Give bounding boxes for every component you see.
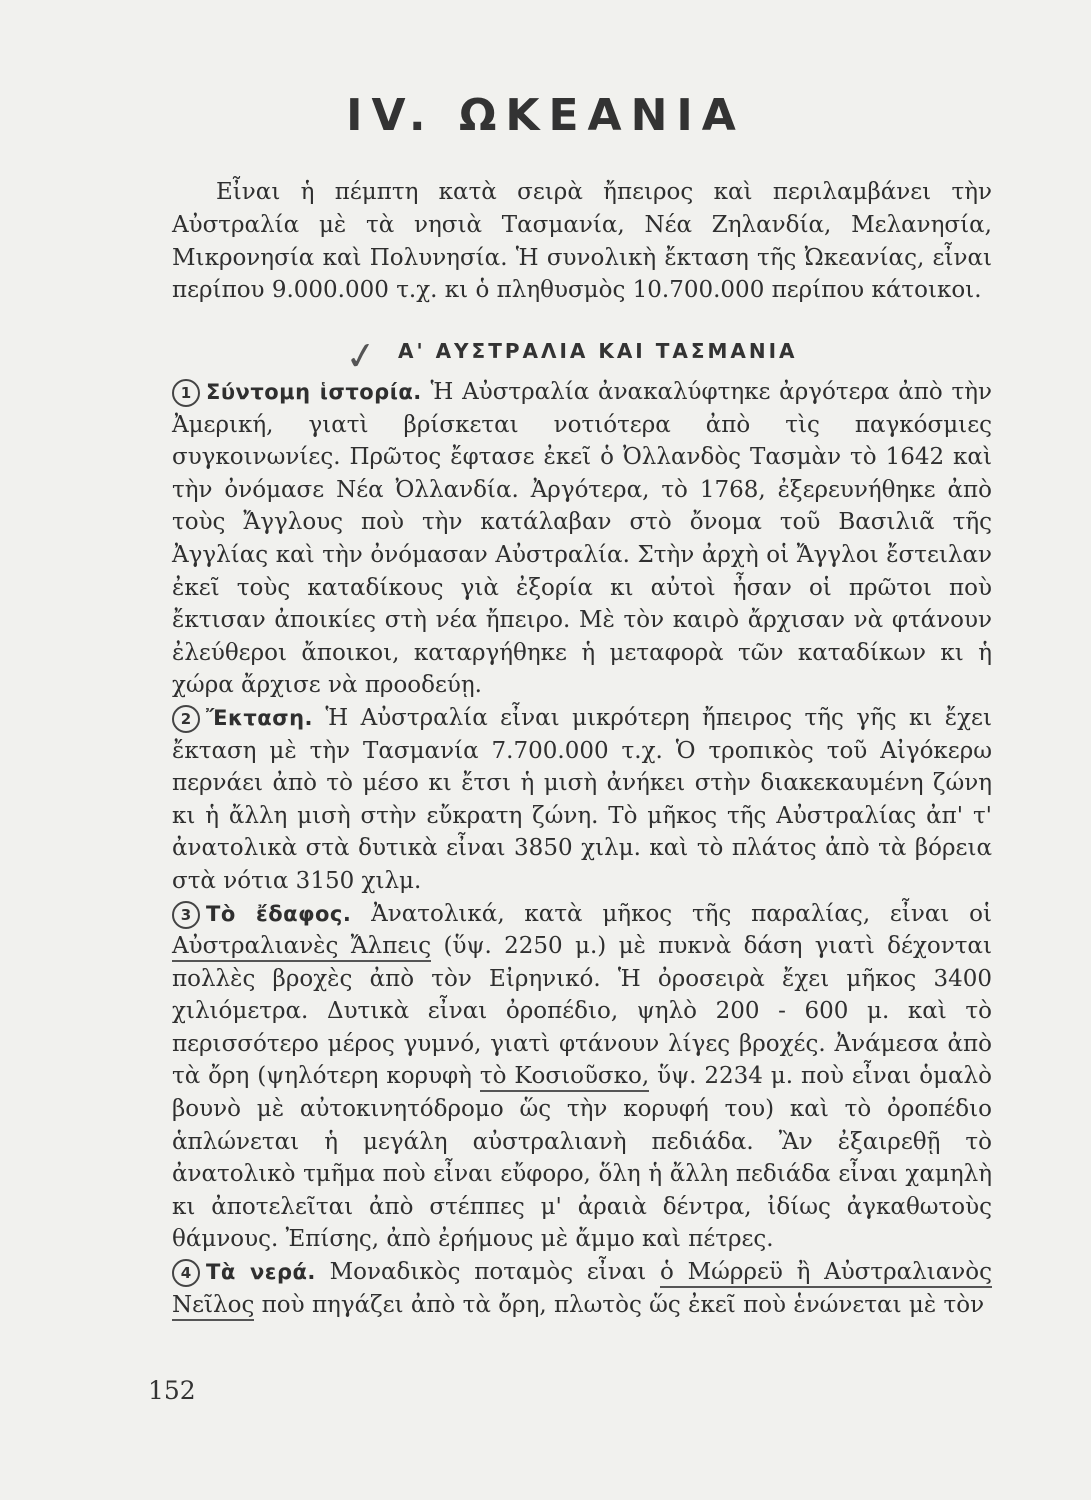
circled-number-marker: 2	[172, 705, 200, 733]
paragraph-text: Ἀνατολικά, κατὰ μῆκος τῆς παραλίας, εἶναι οἱ	[351, 900, 993, 927]
paragraph-heading: Ἔκταση.	[206, 705, 314, 730]
chapter-title: IV. ΩΚΕΑΝΙΑ	[346, 90, 745, 141]
underlined-text: ὁ Μώρρεϋ ἢ Αὐστραλιανὸς Νεῖλος	[172, 1259, 992, 1321]
circled-number-marker: 4	[172, 1259, 200, 1287]
page-number: 152	[148, 1376, 196, 1405]
paragraph-waters	[172, 1256, 992, 1321]
paragraph-heading: Τὸ ἔδαφος.	[206, 901, 352, 926]
paragraph-text: ποὺ πηγάζει ἀπὸ τὰ ὄρη, πλωτὸς ὥς ἐκεῖ ποὺ ἑνώνεται μὲ τὸν	[254, 1291, 985, 1318]
body-text	[172, 376, 992, 1321]
paragraph-text: ὕψ. 2234 μ. ποὺ εἶναι ὁμαλὸ βουνὸ μὲ αὐτοκινητόδρομο ὥς τὴν κορυφή του) καὶ τὸ ὀροπέδιο ἁπλώνεται ἡ μεγάλη αὐστραλιανὴ πεδιάδα. Ἂν ἐξαιρεθῇ τὸ ἀνατολικὸ τμῆμα ποὺ εἶναι εὔφορο, ὅλη ἡ ἄλλη πεδιάδα εἶναι χαμηλὴ κι ἀποτελεῖται ἀπὸ στέππες μ' ἀραιὰ δέντρα, ἰδίως ἀγκαθωτοὺς θάμνους. Ἐπίσης, ἀπὸ ἐρήμους μὲ ἄμμο καὶ πέτρες.	[172, 1063, 992, 1253]
paragraph-heading: Τὰ νερά.	[206, 1260, 316, 1285]
paragraph-text: Ἡ Αὐστραλία ἀνακαλύφτηκε ἀργότερα ἀπὸ τὴν Ἀμερική, γιατὶ βρίσκεται νοτιότερα ἀπὸ τὶς παγκόσμιες συγκοινωνίες. Πρῶτος ἔφτασε ἐκεῖ ὁ Ὀλλανδὸς Τασμὰν τὸ 1642 καὶ τὴν ὀνόμασε Νέα Ὀλλανδία. Ἀργότερα, τὸ 1768, ἐξερευνήθηκε ἀπὸ τοὺς Ἄγγλους ποὺ τὴν κατάλαβαν στὸ ὄνομα τοῦ Βασιλιᾶ τῆς Ἀγγλίας καὶ τὴν ὀνόμασαν Αὐστραλία. Στὴν ἀρχὴ οἱ Ἄγγλοι ἔστειλαν ἐκεῖ τοὺς καταδίκους γιὰ ἐξορία κι αὐτοὶ ἦσαν οἱ πρῶτοι ποὺ ἔκτισαν ἀποικίες στὴ νέα ἤπειρο. Μὲ τὸν καιρὸ ἄρχισαν νὰ φτάνουν ἐλεύθεροι ἄποικοι, καταργήθηκε ἡ μεταφορὰ τῶν καταδίκων κι ἡ χώρα ἄρχισε νὰ προοδεύῃ.	[172, 379, 992, 699]
paragraph-history	[172, 376, 992, 702]
paragraph-terrain	[172, 898, 992, 1257]
intro-paragraph: Εἶναι ἡ πέμπτη κατὰ σειρὰ ἤπειρος καὶ περιλαμβάνει τὴν Αὐστραλία μὲ τὰ νησιὰ Τασμανία, Νέα Ζηλανδία, Μελανησία, Μικρονησία καὶ Πολυνησία. Ἡ συνολικὴ ἔκταση τῆς Ὠκεανίας, εἶναι περίπου 9.000.000 τ.χ. κι ὁ πληθυσμὸς 10.700.000 περίπου κάτοικοι.	[172, 179, 992, 304]
underlined-text: Αὐστραλιανὲς Ἄλπεις	[172, 933, 431, 962]
paragraph-area	[172, 702, 992, 898]
paragraph-text: (ὕψ. 2250 μ.) μὲ πυκνὰ δάση γιατὶ δέχονται πολλὲς βροχὲς ἀπὸ τὸν Εἰρηνικό. Ἡ ὀροσειρὰ ἔχει μῆκος 3400 χιλιόμετρα. Δυτικὰ εἶναι ὀροπέδιο, ψηλὸ 200 - 600 μ. καὶ τὸ περισσότερο μέρος γυμνό, γιατὶ φτάνουν λίγες βροχές. Ἀνάμεσα ἀπὸ τὰ ὄρη (ψηλότερη κορυφὴ	[172, 933, 992, 1090]
section-title: Α' ΑΥΣΤΡΑΛΙΑ ΚΑΙ ΤΑΣΜΑΝΙΑ	[398, 339, 798, 363]
circled-number-marker: 3	[172, 901, 200, 929]
paragraph-heading: Σύντομη ἱστορία.	[206, 380, 422, 404]
handwritten-check-icon: ✓	[342, 331, 380, 381]
paragraph-text: Μοναδικὸς ποταμὸς εἶναι	[315, 1259, 661, 1286]
paragraph-text: Ἡ Αὐστραλία εἶναι μικρότερη ἤπειρος τῆς γῆς κι ἔχει ἔκταση μὲ τὴν Τασμανία 7.700.000 τ.χ. Ὁ τροπικὸς τοῦ Αἰγόκερω περνάει ἀπὸ τὸ μέσο κι ἔτσι ἡ μισὴ ἀνήκει στὴν διακεκαυμένη ζώνη κι ἡ ἄλλη μισὴ στὴν εὔκρατη ζώνη. Τὸ μῆκος τῆς Αὐστραλίας ἀπ' τ' ἀνατολικὰ στὰ δυτικὰ εἶναι 3850 χιλμ. καὶ τὸ πλάτος ἀπὸ τὰ βόρεια στὰ νότια 3150 χιλμ.	[172, 704, 992, 894]
circled-number-marker: 1	[172, 379, 200, 407]
underlined-text: τὸ Κοσιοῦσκο,	[480, 1063, 649, 1092]
